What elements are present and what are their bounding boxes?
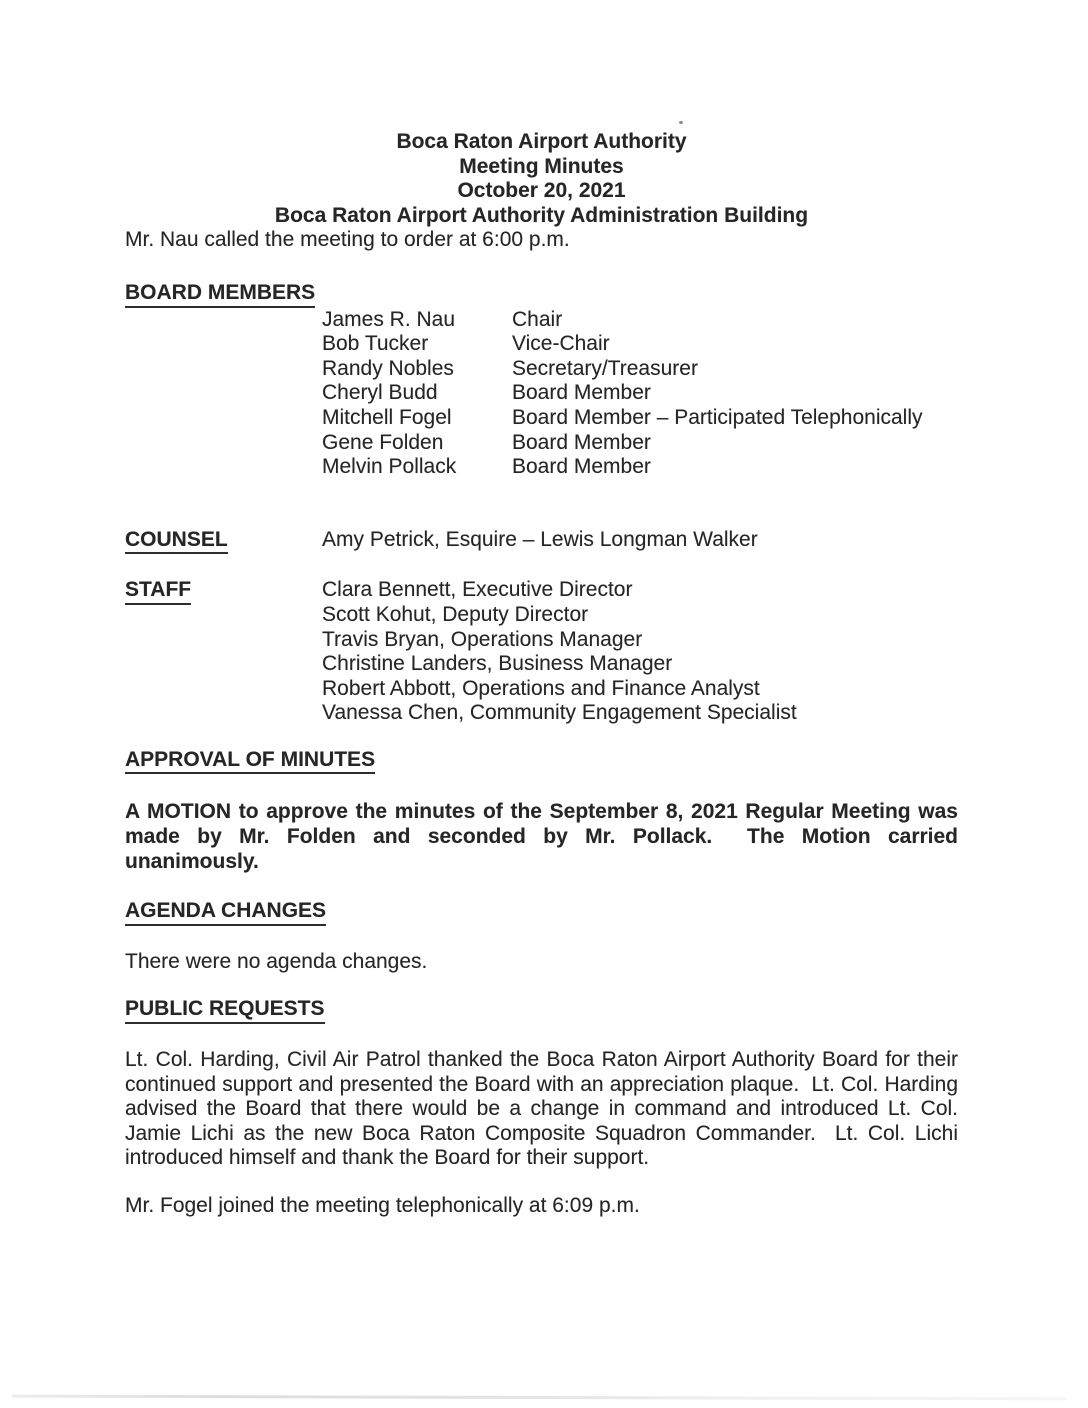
board-member-row [322,406,958,431]
board-member-row [322,381,958,406]
agenda-changes-paragraph: There were no agenda changes. [125,949,428,973]
board-member-name: Gene Folden [322,430,444,454]
title-line-meeting-minutes: Meeting Minutes [459,154,624,178]
staff-member: Scott Kohut, Deputy Director [322,602,589,626]
title-line-date: October 20, 2021 [457,179,626,203]
approval-of-minutes-heading: APPROVAL OF MINUTES [125,748,958,775]
scan-speck-artifact [679,121,683,124]
board-member-row [322,308,958,333]
board-member-role: Board Member – Participated Telephonically [512,405,923,429]
board-member-name: Cheryl Budd [322,381,438,405]
staff-list [322,578,797,726]
call-to-order-text: Mr. Nau called the meeting to order at 6:00 p.m. [125,228,570,252]
board-member-role: Board Member [512,381,651,405]
board-member-name: James R. Nau [322,307,456,331]
board-member-row [322,455,958,480]
board-member-role: Board Member [512,430,651,454]
board-member-name: Mitchell Fogel [322,405,452,429]
staff-member: Clara Bennett, Executive Director [322,578,633,602]
staff-heading: STAFF [125,578,322,605]
agenda-changes-heading: AGENDA CHANGES [125,899,958,926]
staff-section [125,578,958,726]
board-member-role: Chair [512,307,563,331]
board-member-row [322,332,958,357]
title-line-location: Boca Raton Airport Authority Administration Building [274,203,809,227]
board-member-name: Randy Nobles [322,356,454,380]
document-content [125,130,958,1219]
staff-member: Travis Bryan, Operations Manager [322,627,643,651]
board-member-name: Bob Tucker [322,332,429,356]
board-member-role: Vice-Chair [512,332,610,356]
board-members-heading: BOARD MEMBERS [125,281,958,308]
title-block [125,130,958,228]
counsel-heading: COUNSEL [125,528,322,555]
motion-paragraph: A MOTION to approve the minutes of the September 8, 2021 Regular Meeting was made by Mr. Folden and seconded by Mr. Pollack. The Motion carried unanimously. [125,800,958,873]
public-requests-heading: PUBLIC REQUESTS [125,997,958,1024]
public-requests-paragraph: Lt. Col. Harding, Civil Air Patrol thanked the Boca Raton Airport Authority Board for their continued support and presented the Board with an appreciation plaque. Lt. Col. Harding advised the Board that there would be a change in command and introduced Lt. Col. Jamie Lichi as the new Boca Raton Composite Squadron Commander. Lt. Col. Lichi introduced himself and thank the Board for their support. [125,1048,958,1170]
staff-member: Vanessa Chen, Community Engagement Specialist [322,701,797,725]
board-member-role: Secretary/Treasurer [512,356,698,380]
board-members-list [125,308,958,480]
title-line-authority: Boca Raton Airport Authority [396,130,687,153]
counsel-name: Amy Petrick, Esquire – Lewis Longman Walker [322,527,758,551]
board-member-name: Melvin Pollack [322,455,457,479]
counsel-section [125,528,958,555]
scan-edge-artifact [12,1395,1067,1401]
board-member-row [322,357,958,382]
board-member-row [322,431,958,456]
staff-member: Christine Landers, Business Manager [322,652,673,676]
fogel-joined-paragraph: Mr. Fogel joined the meeting telephonically at 6:09 p.m. [125,1194,640,1217]
staff-member: Robert Abbott, Operations and Finance Analyst [322,676,760,700]
board-member-role: Board Member [512,455,651,479]
